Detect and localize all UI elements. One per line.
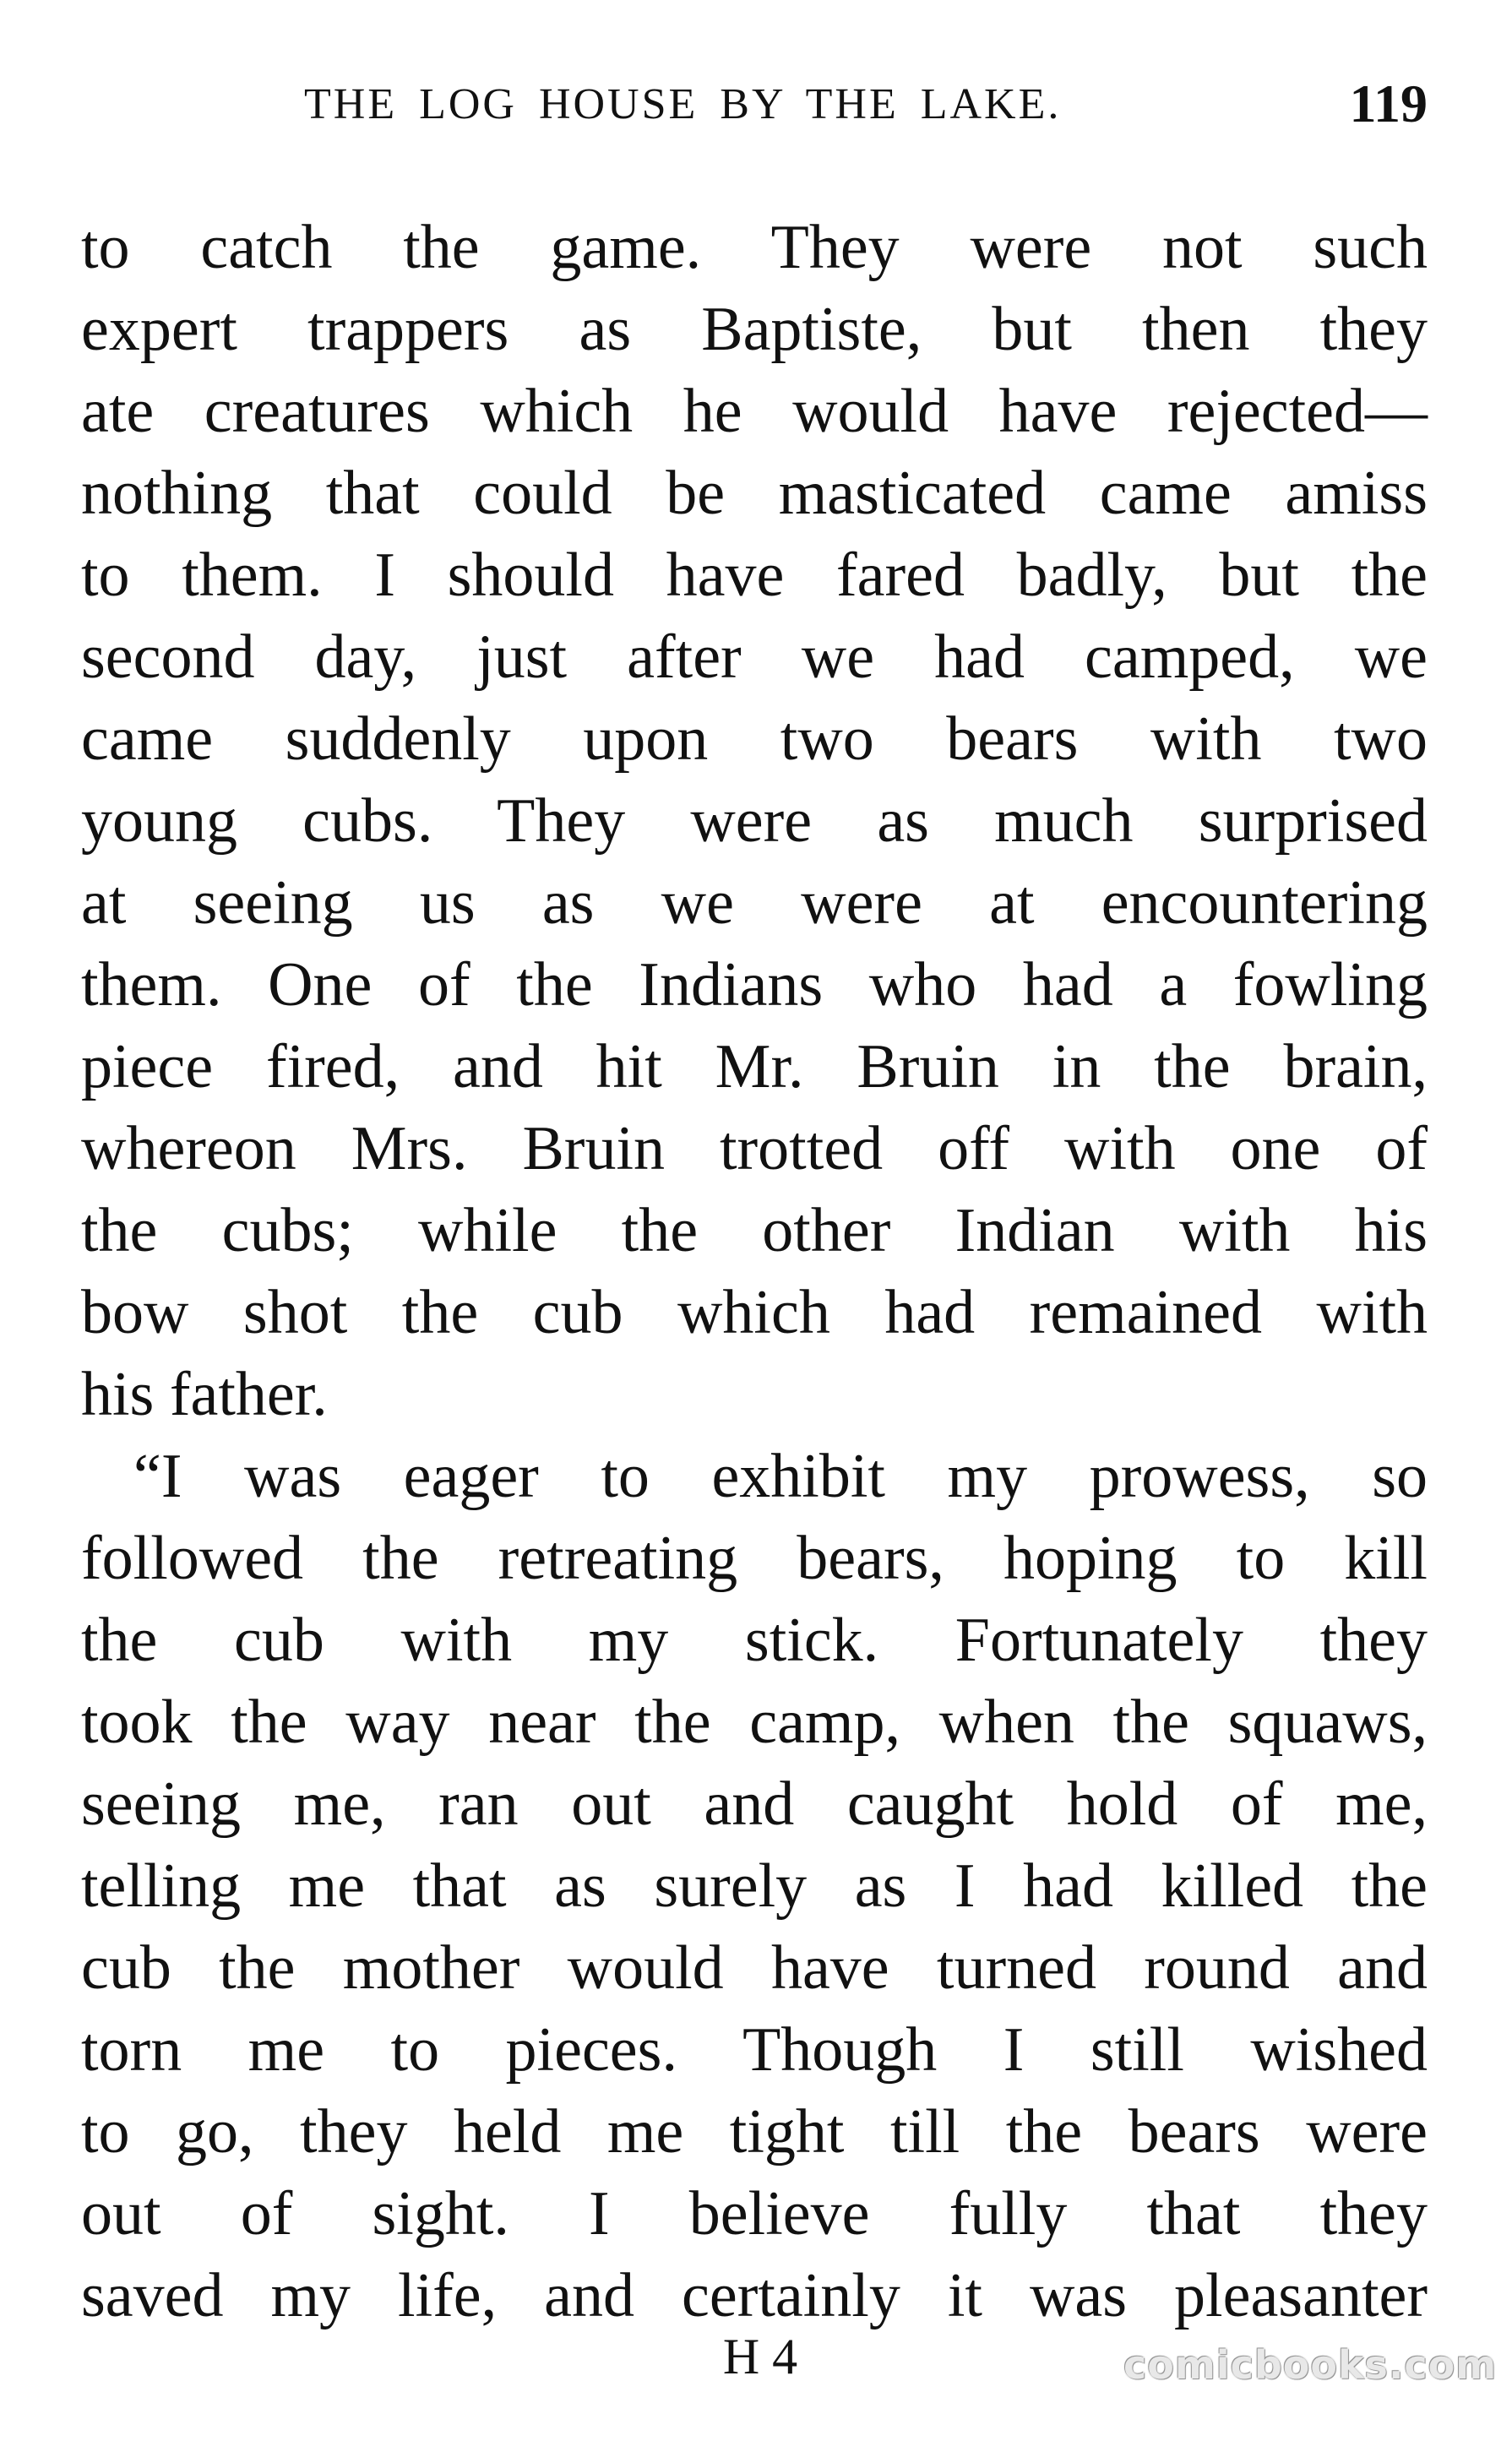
text-line: cub the mother would have turned round and [81, 1933, 1428, 2003]
text-line: to go, they held me tight till the bears were [81, 2097, 1428, 2166]
text-line: at seeing us as we were at encountering [81, 868, 1428, 938]
text-line: telling me that as surely as I had killed the [81, 1851, 1428, 1921]
text-line: came suddenly upon two bears with two [81, 704, 1428, 774]
watermark: comicbooks.com [1123, 2342, 1498, 2388]
signature-mark: H 4 [722, 2329, 798, 2384]
text-line: torn me to pieces. Though I still wished [81, 2015, 1428, 2085]
text-line: nothing that could be masticated came amiss [81, 459, 1428, 528]
page-number: 119 [1349, 73, 1428, 133]
text-line: seeing me, ran out and caught hold of me, [81, 1770, 1428, 1839]
running-head [304, 66, 1428, 142]
text-line: second day, just after we had camped, we [81, 622, 1428, 692]
paragraph-end-line: his father. [81, 1360, 328, 1429]
text-line: bow shot the cub which had remained with [81, 1278, 1428, 1347]
text-line: them. One of the Indians who had a fowling [81, 950, 1428, 1019]
body-text [81, 207, 1428, 2337]
text-line: took the way near the camp, when the squaws, [81, 1688, 1428, 1757]
text-line: out of sight. I believe fully that they [81, 2179, 1428, 2248]
text-line: followed the retreating bears, hoping to kill [81, 1524, 1428, 1593]
text-line: the cubs; while the other Indian with his [81, 1196, 1428, 1265]
text-line: to them. I should have fared badly, but the [81, 541, 1428, 610]
text-line: the cub with my stick. Fortunately they [81, 1606, 1428, 1675]
text-line: young cubs. They were as much surprised [81, 786, 1428, 856]
text-line: piece fired, and hit Mr. Bruin in the brain, [81, 1032, 1428, 1101]
text-line: expert trappers as Baptiste, but then they [81, 295, 1428, 364]
text-line: ate creatures which he would have rejected— [81, 377, 1428, 446]
running-title: THE LOG HOUSE BY THE LAKE. [304, 79, 1062, 128]
paragraph-start-line: “I was eager to exhibit my prowess, so [133, 1442, 1428, 1511]
text-line: saved my life, and certainly it was pleasanter [81, 2261, 1428, 2330]
text-line: whereon Mrs. Bruin trotted off with one of [81, 1114, 1428, 1183]
text-line: to catch the game. They were not such [81, 213, 1428, 282]
